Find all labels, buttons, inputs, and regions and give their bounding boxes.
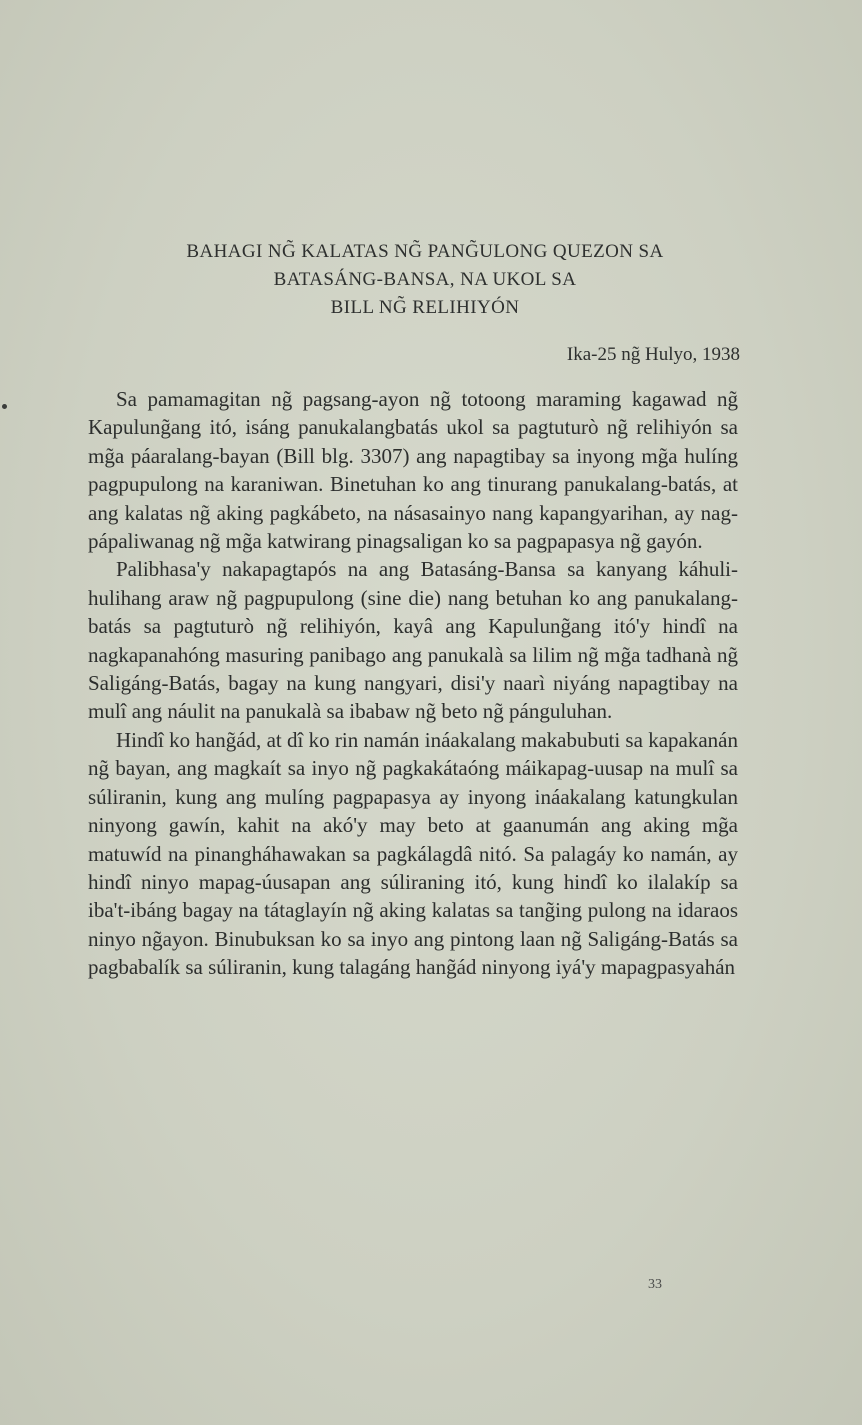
body-text bbox=[88, 385, 738, 982]
dateline: Ika-25 ng̃ Hulyo, 1938 bbox=[566, 344, 740, 365]
paragraph-2: Palibhasa'y nakapagtapós na ang Batasáng-Bansa sa kanyang káhuli-hulihang araw ng̃ pagpupulong (sine die) nang betuhan ko ang panukalang-batás sa pagtuturò ng̃ relihiyón, kayâ ang Kapulung̃ang itó'y hindî na nagkapanahóng masuring panibago ang panukalà sa lilim ng̃ mg̃a tadhanà ng̃ Saligáng-Batás, bagay na kung nangyari, disi'y naarì niyáng napagtibay na mulî ang náulit na panukalà sa ibabaw ng̃ beto ng̃ pánguluhan. bbox=[88, 557, 738, 724]
paragraph-1: Sa pamamagitan ng̃ pagsang-ayon ng̃ totoong maraming kagawad ng̃ Kapulung̃ang itó, isáng panukalangbatás ukol sa pagtuturò ng̃ relihiyón sa mg̃a páaralang-bayan (Bill blg. 3307) ang napagtibay sa inyong mg̃a hulíng pagpupulong na karaniwan. Binetuhan ko ang tinurang panukalang-batás, at ang kalatas ng̃ aking pagkábeto, na násasainyo nang kapangyarihan, ay nagpápaliwanag ng̃ mg̃a katwirang pinagsaligan ko sa pagpapasya ng̃ gayón. bbox=[88, 387, 738, 554]
heading-line-1: BAHAGI NG̃ KALATAS NG̃ PANG̃ULONG QUEZON SA bbox=[186, 241, 664, 262]
heading-line-3: BILL NG̃ RELIHIYÓN bbox=[330, 297, 520, 318]
heading-line-2: BATASÁNG-BANSA, NA UKOL SA bbox=[273, 269, 577, 290]
document-heading bbox=[60, 238, 790, 322]
page-number: 33 bbox=[648, 1277, 662, 1292]
margin-mark bbox=[2, 404, 7, 409]
paragraph-3: Hindî ko hang̃ád, at dî ko rin namán ináakalang makabubuti sa kapakanán ng̃ bayan, ang magkaít sa inyo ng̃ pagkakátaóng máikapag-uusap na mulî sa súliranin, kung ang mulíng pagpapasya ay inyong ináakalang katungkulan ninyong gawín, kahit na akó'y may beto at gaanumán ang aking mg̃a matuwíd na pinangháhawakan sa pagkálagdâ nitó. Sa palagáy ko namán, ay hindî ninyo mapag-úusapan ang súliraning itó, kung hindî ko ilalakíp sa iba't-ibáng bagay na tátaglayín ng̃ aking kalatas sa tang̃ing pulong na idaraos ninyo ng̃ayon. Binubuksan ko sa inyo ang pintong laan ng̃ Saligáng-Batás sa pagbabalík sa súliranin, kung talagáng hang̃ád ninyong iyá'y mapagpasyahán bbox=[88, 727, 738, 980]
